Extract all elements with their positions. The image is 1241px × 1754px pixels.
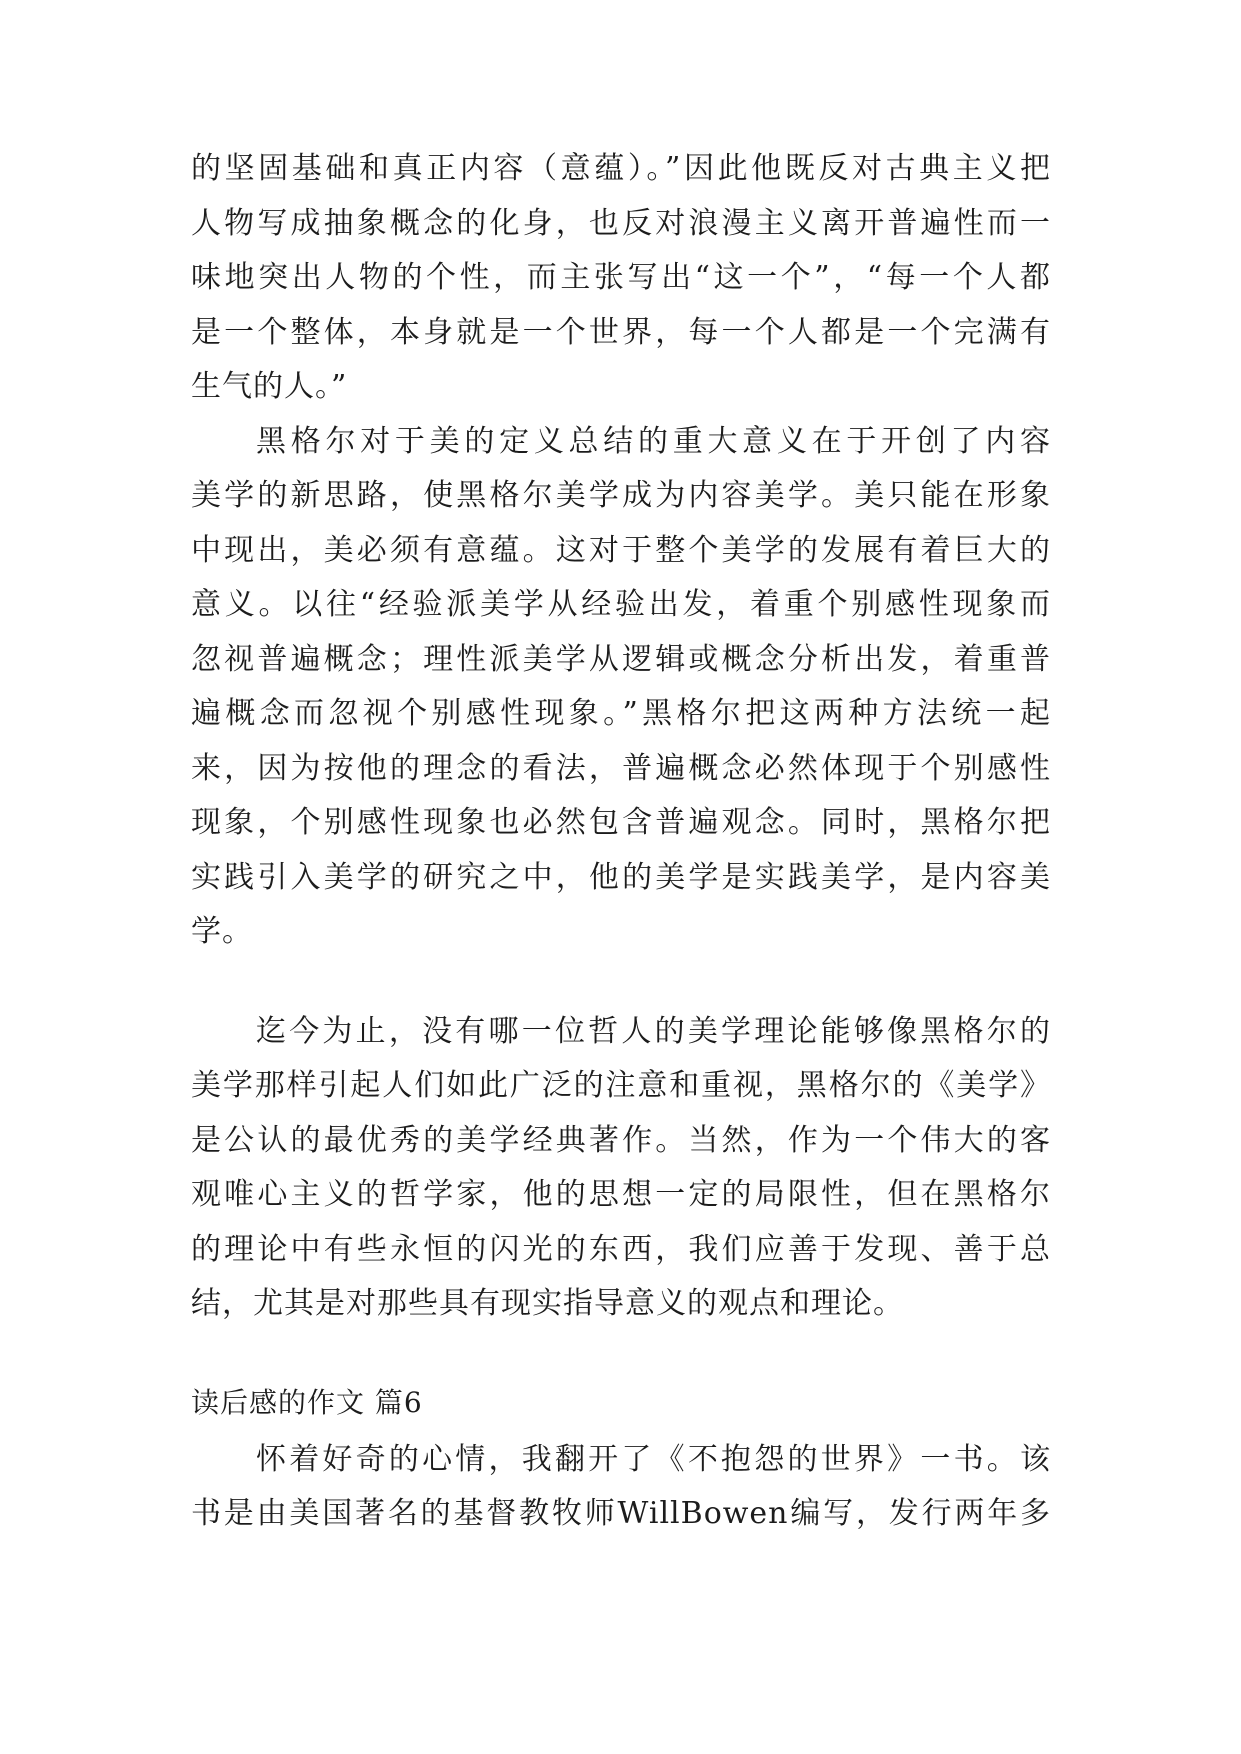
paragraph-1-line-5: 生气的人。” xyxy=(191,369,348,404)
paragraph-2-line-8: 现象，个别感性现象也必然包含普遍观念。同时，黑格尔把 xyxy=(191,805,1051,840)
final-paragraph-line-2: 书是由美国著名的基督教牧师WillBowen编写，发行两年多 xyxy=(191,1496,1051,1531)
paragraph-1-line-2: 人物写成抽象概念的化身，也反对浪漫主义离开普遍性而一 xyxy=(191,206,1051,241)
paragraph-2-line-2: 美学的新思路，使黑格尔美学成为内容美学。美只能在形象 xyxy=(191,478,1051,513)
paragraph-3-line-6: 结，尤其是对那些具有现实指导意义的观点和理论。 xyxy=(191,1286,904,1321)
paragraph-3-line-5: 的理论中有些永恒的闪光的东西，我们应善于发现、善于总 xyxy=(191,1232,1051,1267)
paragraph-3-line-2: 美学那样引起人们如此广泛的注意和重视，黑格尔的《美学》 xyxy=(191,1068,1051,1103)
paragraph-2-line-9: 实践引入美学的研究之中，他的美学是实践美学，是内容美 xyxy=(191,860,1051,895)
paragraph-2-line-6: 遍概念而忽视个别感性现象。”黑格尔把这两种方法统一起 xyxy=(191,696,1051,731)
paragraph-2-line-1: 黑格尔对于美的定义总结的重大意义在于开创了内容 xyxy=(256,424,1051,459)
paragraph-1-line-4: 是一个整体，本身就是一个世界，每一个人都是一个完满有 xyxy=(191,315,1051,350)
paragraph-2-line-7: 来，因为按他的理念的看法，普遍概念必然体现于个别感性 xyxy=(191,751,1051,786)
final-paragraph-line-1: 怀着好奇的心情，我翻开了《不抱怨的世界》一书。该 xyxy=(256,1442,1051,1477)
paragraph-1-line-1: 的坚固基础和真正内容（意蕴）。”因此他既反对古典主义把 xyxy=(191,151,1051,186)
paragraph-2-line-5: 忽视普遍概念；理性派美学从逻辑或概念分析出发，着重普 xyxy=(191,642,1051,677)
paragraph-3-line-1: 迄今为止，没有哪一位哲人的美学理论能够像黑格尔的 xyxy=(256,1014,1051,1049)
paragraph-2-line-4: 意义。以往“经验派美学从经验出发，着重个别感性现象而 xyxy=(191,587,1051,622)
section-heading: 读后感的作文 篇6 xyxy=(191,1386,423,1419)
paragraph-2-line-3: 中现出，美必须有意蕴。这对于整个美学的发展有着巨大的 xyxy=(191,533,1051,568)
paragraph-3-line-3: 是公认的最优秀的美学经典著作。当然，作为一个伟大的客 xyxy=(191,1123,1051,1158)
paragraph-3-line-4: 观唯心主义的哲学家，他的思想一定的局限性，但在黑格尔 xyxy=(191,1177,1051,1212)
paragraph-2-line-10: 学。 xyxy=(191,914,253,949)
paragraph-1-line-3: 味地突出人物的个性，而主张写出“这一个”，“每一个人都 xyxy=(191,260,1051,295)
